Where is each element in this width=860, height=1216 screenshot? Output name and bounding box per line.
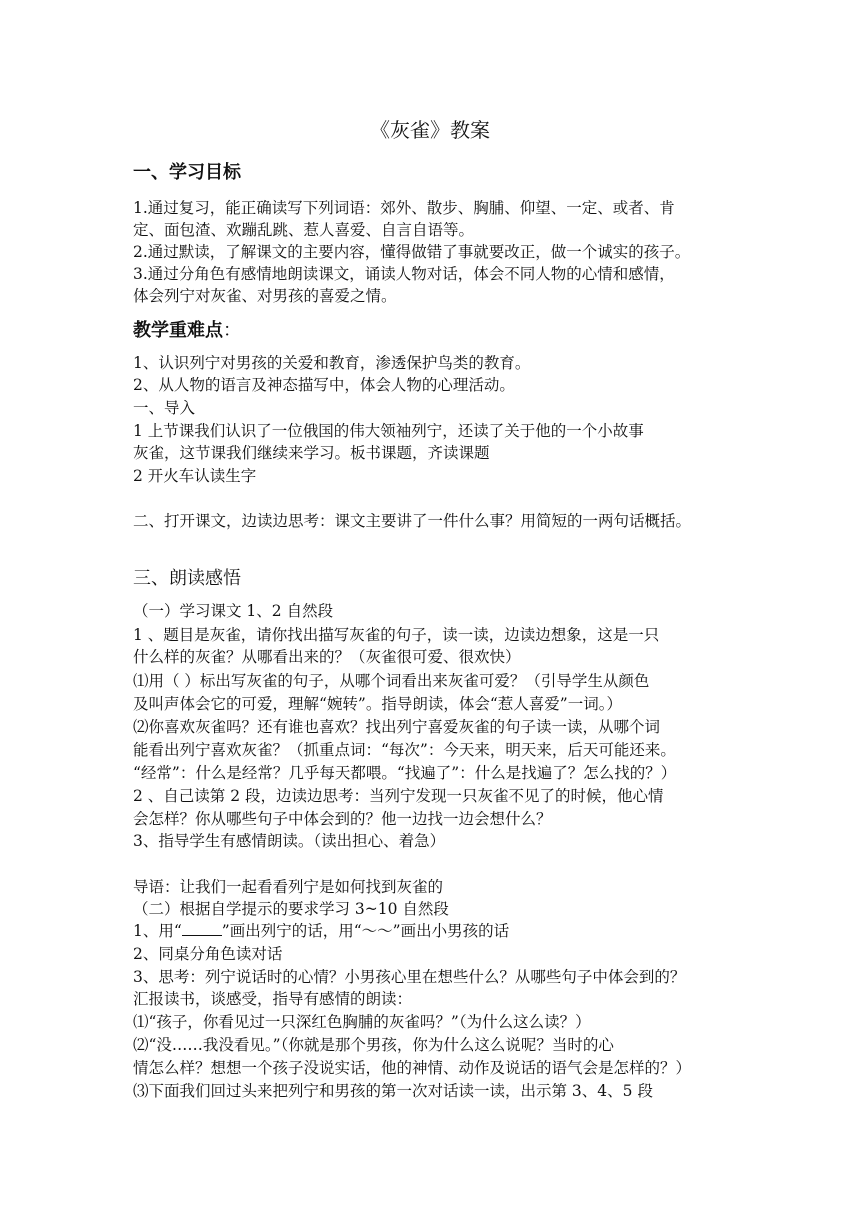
section-two-heading: 二、打开课文，边读边思考：课文主要讲了一件什么事？用简短的一两句话概括。 (133, 512, 692, 530)
key-point-1: 1、认识列宁对男孩的关爱和教育，渗透保护鸟类的教育。 (133, 354, 531, 372)
intro-step-1-line-1: 1 上节课我们认识了一位俄国的伟大领袖列宁，还读了关于他的一个小故事 (133, 422, 644, 440)
part-one-line: 2 、自己读第 2 段，边读边思考：当列宁发现一只灰雀不见了的时候，他心情 (133, 787, 664, 805)
part-one-line: 3、指导学生有感情朗读。（读出担心、着急） (133, 832, 446, 850)
part-one-line: 及叫声体会它的可爱，理解“婉转”。指导朗读，体会“惹人喜爱”一词。） (133, 695, 622, 713)
goal-2: 2.通过默读，了解课文的主要内容，懂得做错了事就要改正，做一个诚实的孩子。 (133, 243, 691, 261)
part-two-line: ⑵“没……我没看见。”（你就是那个男孩，你为什么这么说呢？当时的心 (133, 1036, 614, 1054)
part-one-line: 什么样的灰雀？从哪看出来的？（灰雀很可爱、很欢快） (133, 648, 521, 666)
transition-line: 导语：让我们一起看看列宁是如何找到灰雀的 (133, 878, 444, 896)
goal-1-line-1: 1.通过复习，能正确读写下列词语：郊外、散步、胸脯、仰望、一定、或者、肯 (133, 199, 675, 217)
document-title: 《灰雀》教案 (370, 118, 490, 142)
part-one-line: “经常”：什么是经常？几乎每天都喂。“找遍了”：什么是找遍了？怎么找的？） (133, 764, 677, 782)
intro-step-2: 2 开火车认读生字 (133, 467, 257, 485)
part-one-line: ⑴用（ ）标出写灰雀的句子，从哪个词看出来灰雀可爱？（引导学生从颜色 (133, 672, 650, 690)
key-points-heading-text: 教学重难点 (133, 320, 223, 341)
part-one-heading: （一）学习课文 1、2 自然段 (133, 602, 334, 620)
part-two-heading: （二）根据自学提示的要求学习 3~10 自然段 (133, 900, 449, 918)
part-one-line: 能看出列宁喜欢灰雀？（抓重点词：“每次”：今天来，明天来，后天可能还来。 (133, 741, 676, 759)
goal-3-line-2: 体会列宁对灰雀、对男孩的喜爱之情。 (133, 287, 397, 305)
goal-3-line-1: 3.通过分角色有感情地朗读课文，诵读人物对话，体会不同人物的心情和感情， (133, 265, 675, 283)
part-two-line: ⑴“孩子，你看见过一只深红色胸脯的灰雀吗？”（为什么这么读？） (133, 1013, 591, 1031)
part-two-step-1 (133, 920, 733, 942)
step-1-text-a: 1、用“ (133, 922, 182, 940)
section-three-heading: 三、朗读感悟 (133, 568, 241, 589)
key-point-2: 2、从人物的语言及神态描写中，体会人物的心理活动。 (133, 376, 515, 394)
step-1-text-b: ”画出列宁的话，用“～～”画出小男孩的话 (221, 922, 510, 940)
part-two-line: ⑶下面我们回过头来把列宁和男孩的第一次对话读一读，出示第 3、4、5 段 (133, 1082, 653, 1100)
part-one-line: 会怎样？你从哪些句子中体会到的？他一边找一边会想什么？ (133, 810, 552, 828)
intro-heading: 一、导入 (133, 399, 196, 417)
part-two-line: 情怎么样？想想一个孩子没说实话，他的神情、动作及说话的语气会是怎样的？） (133, 1059, 692, 1077)
part-one-line: ⑵你喜欢灰雀吗？还有谁也喜欢？找出列宁喜爱灰雀的句子读一读，从哪个词 (133, 718, 661, 736)
underline-blank (182, 921, 222, 936)
part-two-step-3: 3、思考：列宁说话时的心情？小男孩心里在想些什么？从哪些句子中体会到的？ (133, 968, 686, 986)
part-two-step-2: 2、同桌分角色读对话 (133, 945, 283, 963)
section-heading-goals: 一、学习目标 (133, 162, 241, 183)
section-heading-key-points (133, 318, 241, 344)
intro-step-1-line-2: 灰雀，这节课我们继续来学习。板书课题，齐读课题 (133, 444, 490, 462)
key-points-heading-colon: ： (223, 320, 241, 341)
part-one-line: 1 、题目是灰雀，请你找出描写灰雀的句子，读一读，边读边想象，这是一只 (133, 626, 660, 644)
part-two-line: 汇报读书，谈感受，指导有感情的朗读： (133, 990, 413, 1008)
goal-1-line-2: 定、面包渣、欢蹦乱跳、惹人喜爱、自言自语等。 (133, 221, 475, 239)
